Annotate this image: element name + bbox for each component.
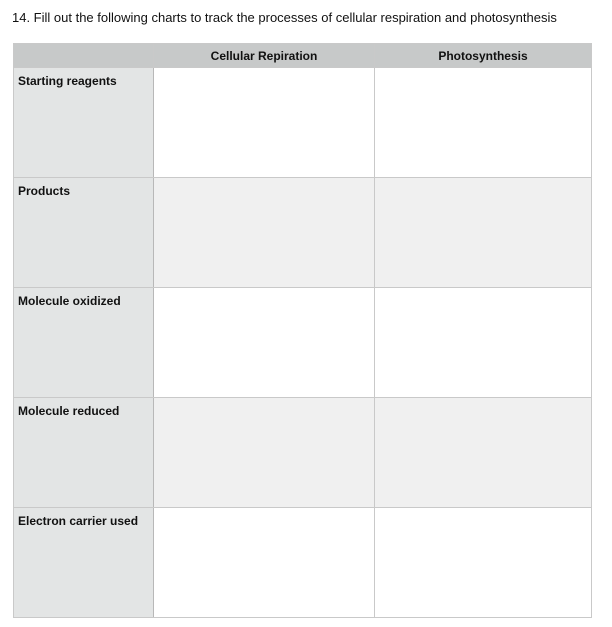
header-row	[14, 44, 592, 68]
cell-molecule-oxidized-photosynthesis[interactable]	[375, 288, 592, 398]
cell-products-cellular-respiration[interactable]	[154, 178, 375, 288]
row-products	[14, 178, 592, 288]
cell-electron-carrier-used-cellular-respiration[interactable]	[154, 508, 375, 618]
header-corner-cell	[14, 44, 154, 68]
row-label-products: Products	[14, 178, 154, 288]
cell-molecule-reduced-cellular-respiration[interactable]	[154, 398, 375, 508]
row-starting-reagents	[14, 68, 592, 178]
row-label-molecule-reduced: Molecule reduced	[14, 398, 154, 508]
cell-products-photosynthesis[interactable]	[375, 178, 592, 288]
header-photosynthesis: Photosynthesis	[375, 44, 592, 68]
question-text: 14. Fill out the following charts to track the processes of cellular respiration and photosynthesis	[12, 10, 557, 25]
header-cellular-respiration: Cellular Repiration	[154, 44, 375, 68]
cell-molecule-oxidized-cellular-respiration[interactable]	[154, 288, 375, 398]
cell-starting-reagents-photosynthesis[interactable]	[375, 68, 592, 178]
row-label-molecule-oxidized: Molecule oxidized	[14, 288, 154, 398]
cell-molecule-reduced-photosynthesis[interactable]	[375, 398, 592, 508]
row-label-starting-reagents: Starting reagents	[14, 68, 154, 178]
row-molecule-reduced	[14, 398, 592, 508]
row-label-electron-carrier-used: Electron carrier used	[14, 508, 154, 618]
respiration-photosynthesis-chart	[13, 43, 592, 618]
cell-starting-reagents-cellular-respiration[interactable]	[154, 68, 375, 178]
row-electron-carrier-used	[14, 508, 592, 618]
cell-electron-carrier-used-photosynthesis[interactable]	[375, 508, 592, 618]
row-molecule-oxidized	[14, 288, 592, 398]
